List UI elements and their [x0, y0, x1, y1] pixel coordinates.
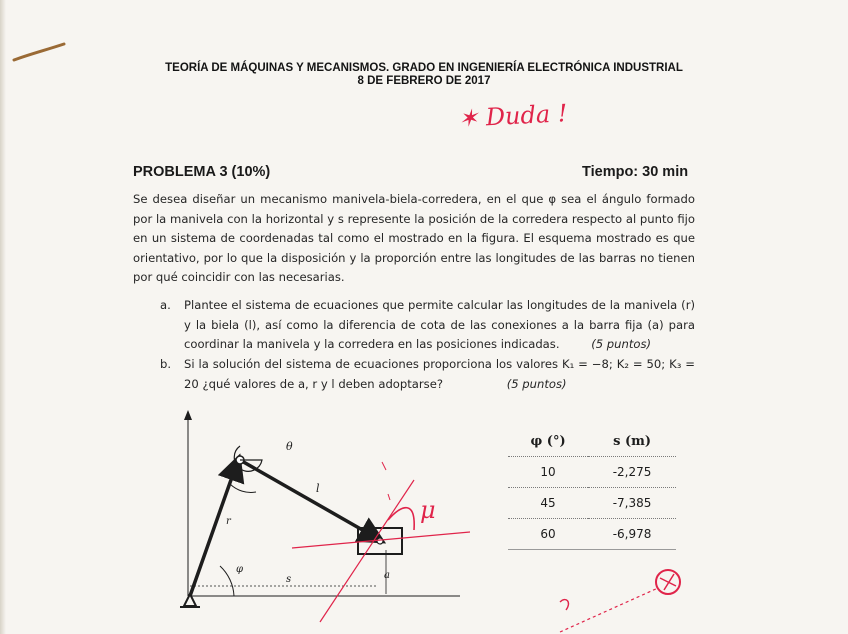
problem-intro: Se desea diseñar un mecanismo manivela-biela-corredera, en el que φ sea el ángulo formado por la manivela con la horizontal y s represente la posición de la corredera respecto al punto fijo en un sistema de coordenadas tal como el mostrado en la figura. El esquema mostrado es que orientativo, por lo que la disposición y la proporción entre las longitudes de las barras no tienen por qué coincidir con las necesarias. [133, 192, 695, 284]
cell-phi: 10 [508, 457, 588, 488]
slider-joint [377, 538, 383, 544]
exam-header [0, 62, 848, 88]
red-dashed-line [560, 588, 658, 632]
table-row [508, 457, 676, 488]
label-l: l [316, 482, 320, 495]
problem-title: PROBLEMA 3 (10%) [133, 164, 271, 180]
item-a-points: (5 puntos) [591, 337, 652, 351]
page-edge-shadow [0, 0, 6, 634]
red-tick-2 [388, 494, 390, 500]
header-line-2: 8 DE FEBRERO DE 2017 [357, 75, 491, 87]
item-b-letter: b. [160, 357, 172, 371]
label-r: r [226, 516, 231, 527]
red-line-diagonal [320, 480, 414, 622]
item-a-text [184, 296, 695, 355]
label-s: s [286, 574, 292, 585]
data-table-container [508, 426, 676, 550]
item-a-letter: a. [160, 298, 171, 312]
cell-s: -6,978 [588, 519, 676, 550]
mechanism-figure [170, 400, 470, 634]
cell-s: -2,275 [588, 457, 676, 488]
phi-arc [220, 566, 234, 596]
item-b-body: Si la solución del sistema de ecuaciones proporciona los valores K₁ = −8; K₂ = 50; K₃ = 20 ¿qué valores de a, r y l deben adoptarse? [184, 357, 695, 391]
label-phi: φ [236, 564, 244, 575]
problem-time: Tiempo: 30 min [582, 164, 689, 180]
red-cross [660, 574, 676, 590]
red-mark [560, 600, 568, 610]
cell-phi: 45 [508, 488, 588, 519]
item-b-text [184, 355, 695, 394]
cell-s: -7,385 [588, 488, 676, 519]
header-s: s (m) [613, 433, 651, 449]
table-row [508, 519, 676, 550]
item-b-points: (5 puntos) [506, 376, 567, 391]
cell-phi: 60 [508, 519, 588, 550]
header-line-1: TEORÍA DE MÁQUINAS Y MECANISMOS. GRADO EN INGENIERÍA ELECTRÓNICA INDUSTRIAL [165, 62, 683, 74]
item-a-body: Plantee el sistema de ecuaciones que permite calcular las longitudes de la manivela (r) y la biela (l), así como la diferencia de cota de las conexiones a la barra fija (a) para coordinar la manivela y la corredera en las posiciones indicadas. [184, 298, 695, 351]
table-row [508, 488, 676, 519]
red-scribble [540, 552, 700, 634]
label-theta: θ [286, 440, 293, 453]
crank-bar [190, 460, 238, 596]
header-phi: φ (°) [530, 433, 566, 449]
label-a: a [384, 570, 390, 581]
handwritten-note: ✶ Duda ! [457, 99, 569, 133]
y-axis-arrow [184, 410, 192, 420]
table-header-row [508, 426, 676, 457]
red-line-horizontal [292, 532, 470, 548]
red-angle-arc [388, 508, 414, 530]
red-tick-1 [382, 462, 386, 470]
data-table [508, 426, 676, 550]
coupler-arc [230, 484, 256, 492]
label-mu: μ [420, 496, 436, 524]
